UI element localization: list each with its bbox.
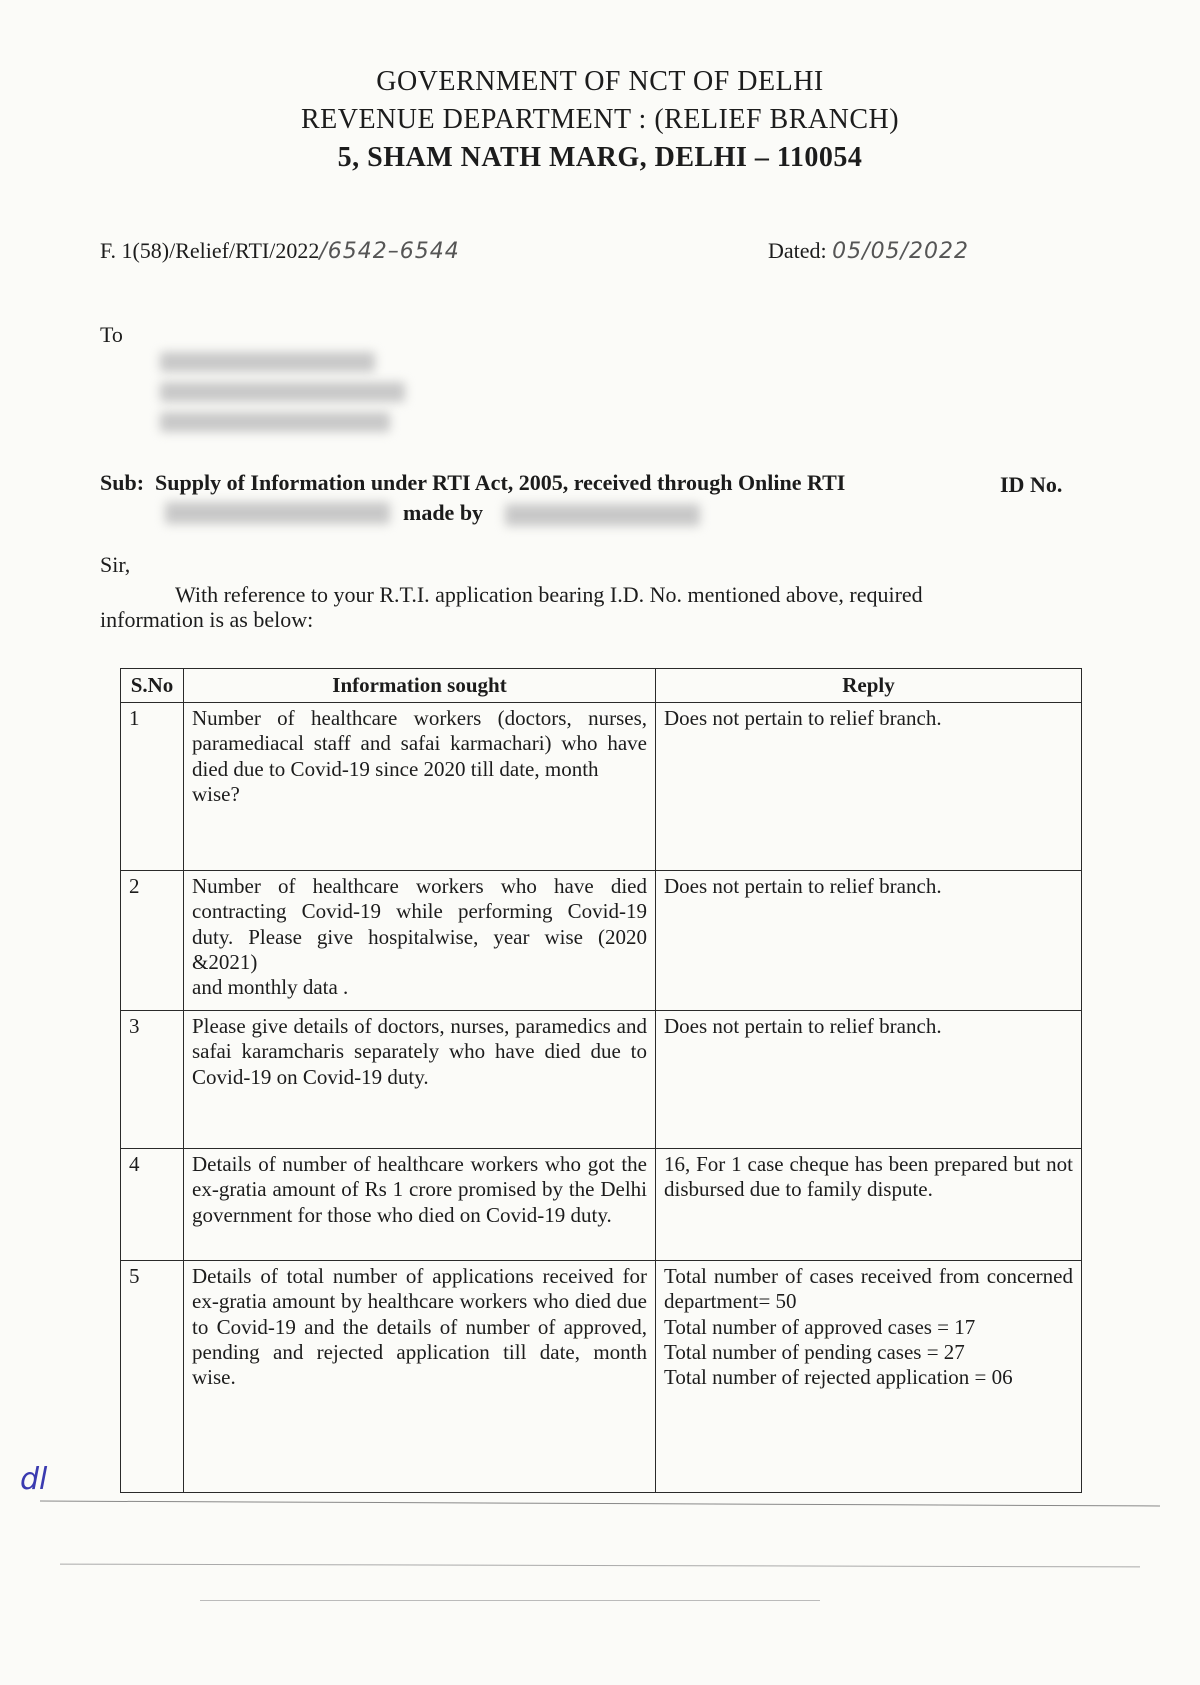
dated bbox=[768, 238, 969, 264]
row-reply: Does not pertain to relief branch. bbox=[656, 1011, 1082, 1149]
subject-id-label: ID No. bbox=[1000, 472, 1063, 497]
divider-line bbox=[200, 1600, 820, 1601]
row-reply: Does not pertain to relief branch. bbox=[656, 871, 1082, 1011]
redacted-rti-id bbox=[165, 502, 390, 524]
body-line-1: With reference to your R.T.I. application bearing I.D. No. mentioned above, required bbox=[175, 582, 923, 607]
header-address: 5, SHAM NATH MARG, DELHI – 110054 bbox=[337, 142, 863, 173]
file-number bbox=[100, 238, 460, 264]
reply-received: Total number of cases received from concerned department= 50 bbox=[664, 1264, 1073, 1314]
row-info-tail: wise? bbox=[192, 781, 240, 806]
redacted-addressee-line-3 bbox=[160, 412, 390, 432]
rti-reply-table bbox=[120, 668, 1082, 1493]
row-sno: 2 bbox=[121, 871, 184, 1011]
file-number-printed: F. 1(58)/Relief/RTI/2022 bbox=[100, 238, 320, 263]
handwritten-initials: dl bbox=[20, 1462, 48, 1497]
divider-line bbox=[60, 1564, 1140, 1568]
header-information-sought: Information sought bbox=[184, 669, 656, 703]
row-info-text: Number of healthcare workers who have died contracting Covid-19 while performing Covid-19 duty. Please give hospitalwise, year wise (2020 &2021) bbox=[192, 874, 647, 974]
header-reply: Reply bbox=[656, 669, 1082, 703]
redacted-applicant-name bbox=[505, 504, 700, 526]
row-reply: 16, For 1 case cheque has been prepared but not disbursed due to family dispute. bbox=[656, 1149, 1082, 1261]
header-government: GOVERNMENT OF NCT OF DELHI bbox=[376, 66, 824, 97]
row-reply bbox=[656, 1261, 1082, 1493]
dated-value: 05/05/2022 bbox=[832, 239, 969, 264]
reply-rejected: Total number of rejected application = 06 bbox=[664, 1364, 1013, 1389]
file-number-handwritten: /6542–6544 bbox=[319, 239, 460, 264]
table-row bbox=[121, 703, 1082, 871]
divider-line bbox=[40, 1501, 1160, 1507]
subject-made-by: made by bbox=[403, 500, 484, 525]
reply-pending: Total number of pending cases = 27 bbox=[664, 1339, 965, 1364]
row-reply: Does not pertain to relief branch. bbox=[656, 703, 1082, 871]
redacted-addressee-line-1 bbox=[160, 352, 375, 372]
row-sno: 1 bbox=[121, 703, 184, 871]
row-sno: 4 bbox=[121, 1149, 184, 1261]
table-row bbox=[121, 1261, 1082, 1493]
row-info-tail: and monthly data . bbox=[192, 974, 349, 999]
header-sno: S.No bbox=[121, 669, 184, 703]
row-info bbox=[184, 871, 656, 1011]
subject bbox=[100, 470, 845, 496]
table-row bbox=[121, 1011, 1082, 1149]
subject-label: Sub: bbox=[100, 470, 145, 495]
redacted-addressee-line-2 bbox=[160, 382, 405, 402]
row-info bbox=[184, 703, 656, 871]
row-sno: 5 bbox=[121, 1261, 184, 1493]
table-row bbox=[121, 871, 1082, 1011]
salutation: Sir, bbox=[100, 552, 131, 577]
subject-text: Supply of Information under RTI Act, 2005, received through Online RTI bbox=[155, 470, 846, 495]
row-sno: 3 bbox=[121, 1011, 184, 1149]
to-label: To bbox=[100, 322, 123, 347]
row-info: Details of total number of applications received for ex-gratia amount by healthcare workers who died due to Covid-19 and the details of number of approved, pending and rejected application till date, month wise. bbox=[184, 1261, 656, 1493]
body-line-2: information is as below: bbox=[100, 607, 314, 632]
table-header-row bbox=[121, 669, 1082, 703]
table-row bbox=[121, 1149, 1082, 1261]
header-department: REVENUE DEPARTMENT : (RELIEF BRANCH) bbox=[300, 104, 900, 135]
row-info: Details of number of healthcare workers who got the ex-gratia amount of Rs 1 crore promised by the Delhi government for those who died on Covid-19 duty. bbox=[184, 1149, 656, 1261]
dated-label: Dated: bbox=[768, 238, 827, 263]
reply-approved: Total number of approved cases = 17 bbox=[664, 1314, 976, 1339]
row-info: Please give details of doctors, nurses, paramedics and safai karamcharis separately who have died due to Covid-19 on Covid-19 duty. bbox=[184, 1011, 656, 1149]
row-info-text: Number of healthcare workers (doctors, nurses, paramediacal staff and safai karmachari) who have died due to Covid-19 since 2020 till date, month bbox=[192, 706, 647, 781]
